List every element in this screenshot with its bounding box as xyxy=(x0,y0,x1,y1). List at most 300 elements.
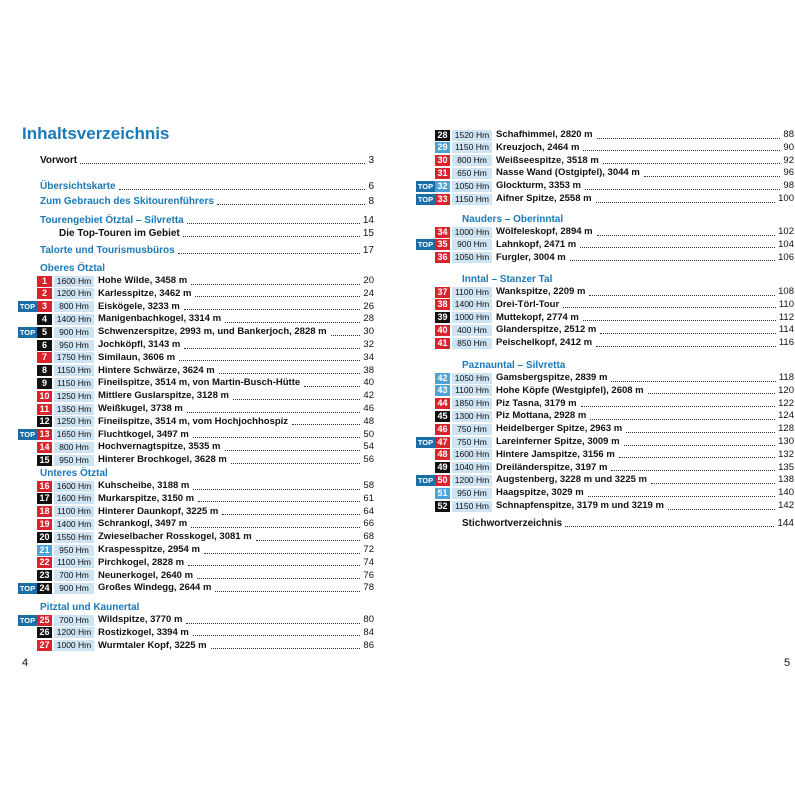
section-heading: Pitztal und Kaunertal xyxy=(40,602,140,613)
dot-leader xyxy=(585,189,780,190)
top-badge: TOP xyxy=(19,302,36,312)
elevation-gain: 1150 Hm xyxy=(54,365,94,376)
elevation-gain: 1150 Hm xyxy=(54,378,94,389)
tour-name: Hinterer Daunkopf, 3225 m xyxy=(98,505,219,517)
tour-number: 49 xyxy=(435,462,450,473)
tour-page-number: 128 xyxy=(778,423,794,435)
dot-leader xyxy=(119,189,366,190)
page-number-left: 4 xyxy=(22,657,29,669)
top-badge-placeholder xyxy=(416,449,435,460)
tour-name: Lahnkopf, 2471 m xyxy=(496,238,577,250)
tour-number: 41 xyxy=(435,338,450,349)
tour-page-number: 124 xyxy=(778,410,794,422)
toc-page-number: 15 xyxy=(362,228,374,239)
elevation-gain: 1650 Hm xyxy=(54,429,94,440)
top-badge-placeholder xyxy=(416,168,435,179)
elevation-gain: 1300 Hm xyxy=(452,411,492,422)
tour-page-number: 140 xyxy=(778,487,794,499)
tour-name: Furgler, 3004 m xyxy=(496,251,566,263)
tour-page-number: 30 xyxy=(363,326,374,338)
dot-leader xyxy=(187,223,360,224)
tour-number: 28 xyxy=(435,130,450,141)
elevation-gain: 1000 Hm xyxy=(452,227,492,238)
tour-number: 46 xyxy=(435,424,450,435)
top-badge-placeholder xyxy=(18,404,37,415)
tour-row xyxy=(18,614,374,626)
tour-name: Nasse Wand (Ostgipfel), 3044 m xyxy=(496,167,640,179)
tour-page-number: 24 xyxy=(363,287,374,299)
toc-entry-title: Talorte und Tourismusbüros xyxy=(40,245,175,256)
section-heading: Inntal – Stanzer Tal xyxy=(462,274,553,285)
elevation-gain: 950 Hm xyxy=(54,545,94,556)
tour-page-number: 78 xyxy=(363,582,374,594)
tour-row xyxy=(416,239,794,251)
tour-row xyxy=(18,570,374,582)
toc-entry xyxy=(59,227,374,240)
tour-name: Aifner Spitze, 2558 m xyxy=(496,193,592,204)
top-badge-placeholder xyxy=(416,462,435,473)
tour-page-number: 84 xyxy=(363,626,374,638)
top-badge-placeholder xyxy=(18,378,37,389)
tour-row xyxy=(416,226,794,238)
tour-number: 16 xyxy=(37,481,52,492)
tour-name: Rostizkogel, 3394 m xyxy=(98,626,189,638)
toc-entry xyxy=(40,195,374,208)
top-badge-placeholder xyxy=(18,506,37,517)
tour-number: 40 xyxy=(435,325,450,336)
tour-page-number: 138 xyxy=(778,474,794,486)
tour-name: Drei-Törl-Tour xyxy=(496,298,560,310)
top-badge-placeholder xyxy=(416,312,435,323)
top-badge-placeholder xyxy=(416,130,435,141)
tour-number: 29 xyxy=(435,142,450,153)
tour-row xyxy=(416,252,794,264)
tour-row xyxy=(18,506,374,518)
dot-leader xyxy=(225,450,361,451)
elevation-gain: 1200 Hm xyxy=(54,627,94,638)
dot-leader xyxy=(619,457,775,458)
toc-page-number: 17 xyxy=(362,245,374,256)
tour-page-number: 74 xyxy=(363,556,374,568)
elevation-gain: 1750 Hm xyxy=(54,352,94,363)
elevation-gain: 900 Hm xyxy=(452,239,492,250)
dot-leader xyxy=(231,463,361,464)
tour-page-number: 104 xyxy=(778,238,794,250)
tour-name: Weißseespitze, 3518 m xyxy=(496,154,599,166)
tour-name: Hintere Schwärze, 3624 m xyxy=(98,364,215,376)
elevation-gain: 650 Hm xyxy=(452,168,492,179)
top-badge-placeholder xyxy=(18,314,37,325)
tour-name: Piz Mottana, 2928 m xyxy=(496,410,587,422)
tour-row xyxy=(416,324,794,336)
tour-page-number: 54 xyxy=(363,441,374,453)
tour-page-number: 108 xyxy=(778,286,794,297)
tour-name: Schwenzerspitze, 2993 m, und Bankerjoch, 2828 m xyxy=(98,326,327,338)
tour-row xyxy=(416,180,794,192)
section-heading: Paznauntal – Silvretta xyxy=(462,360,566,371)
tour-page-number: 76 xyxy=(363,569,374,581)
tour-page-number: 28 xyxy=(363,313,374,325)
tour-name: Kraspesspitze, 2954 m xyxy=(98,544,200,555)
tour-number: 30 xyxy=(435,155,450,166)
dot-leader xyxy=(191,284,360,285)
tour-row xyxy=(18,557,374,569)
toc-entry-title: Vorwort xyxy=(40,155,78,166)
tour-row xyxy=(18,582,374,594)
dot-leader xyxy=(186,623,360,624)
toc-page-number: 8 xyxy=(368,196,374,207)
dot-leader xyxy=(581,406,776,407)
tour-row xyxy=(416,337,794,349)
elevation-gain: 1600 Hm xyxy=(54,276,94,287)
tour-name: Hohe Wilde, 3458 m xyxy=(98,275,188,286)
elevation-gain: 1150 Hm xyxy=(452,142,492,153)
dot-leader xyxy=(256,540,361,541)
dot-leader xyxy=(225,322,360,323)
dot-leader xyxy=(626,432,775,433)
section-heading: Oberes Ötztal xyxy=(40,263,106,274)
top-badge-placeholder xyxy=(416,398,435,409)
dot-leader xyxy=(580,247,775,248)
tour-name: Lareinferner Spitze, 3009 m xyxy=(496,436,620,447)
dot-leader xyxy=(233,399,360,400)
dot-leader xyxy=(648,393,776,394)
elevation-gain: 1000 Hm xyxy=(452,312,492,323)
tour-name: Heidelberger Spitze, 2963 m xyxy=(496,423,623,435)
tour-name: Schafhimmel, 2820 m xyxy=(496,129,593,140)
top-badge-placeholder xyxy=(18,627,37,638)
tour-name: Wankspitze, 2209 m xyxy=(496,286,586,297)
elevation-gain: 1400 Hm xyxy=(54,314,94,325)
tour-name: Hohe Köpfe (Westgipfel), 2608 m xyxy=(496,384,644,396)
elevation-gain: 1100 Hm xyxy=(54,506,94,517)
tour-row xyxy=(416,449,794,461)
elevation-gain: 1250 Hm xyxy=(54,391,94,402)
tour-name: Similaun, 3606 m xyxy=(98,351,176,363)
tour-page-number: 96 xyxy=(783,167,794,179)
dot-leader xyxy=(597,235,776,236)
top-badge-placeholder xyxy=(18,455,37,466)
top-badge-placeholder xyxy=(18,640,37,651)
tour-number: 27 xyxy=(37,640,52,651)
page-number-right: 5 xyxy=(784,657,791,669)
tour-row xyxy=(18,518,374,530)
elevation-gain: 1600 Hm xyxy=(452,449,492,460)
tour-page-number: 110 xyxy=(778,298,794,310)
tour-name: Wölfeleskopf, 2894 m xyxy=(496,226,593,237)
tour-row xyxy=(18,390,374,402)
tour-name: Piz Tasna, 3179 m xyxy=(496,397,577,409)
tour-page-number: 122 xyxy=(778,397,794,409)
dot-leader xyxy=(187,412,361,413)
tour-name: Mittlere Guslarspitze, 3128 m xyxy=(98,390,229,402)
tour-number: 20 xyxy=(37,532,52,543)
toc-page-number: 144 xyxy=(777,518,794,529)
tour-name: Zwieselbacher Rosskogel, 3081 m xyxy=(98,531,252,543)
tour-page-number: 68 xyxy=(363,531,374,543)
top-badge-placeholder xyxy=(416,411,435,422)
dot-leader xyxy=(178,253,360,254)
top-badge: TOP xyxy=(417,181,434,191)
elevation-gain: 1600 Hm xyxy=(54,493,94,504)
tour-number: 38 xyxy=(435,299,450,310)
top-badge-placeholder xyxy=(18,481,37,492)
tour-name: Pirchkogel, 2828 m xyxy=(98,556,185,568)
tour-row xyxy=(18,531,374,543)
tour-row xyxy=(18,288,374,300)
tour-page-number: 72 xyxy=(363,544,374,555)
tour-name: Dreiländerspitze, 3197 m xyxy=(496,461,608,473)
elevation-gain: 1100 Hm xyxy=(452,385,492,396)
tour-number: 52 xyxy=(435,501,450,512)
dot-leader xyxy=(331,335,361,336)
dot-leader xyxy=(179,360,360,361)
tour-number: 39 xyxy=(435,312,450,323)
elevation-gain: 1250 Hm xyxy=(54,416,94,427)
dot-leader xyxy=(193,489,360,490)
tour-name: Fineilspitze, 3514 m, vom Hochjochhospiz xyxy=(98,415,289,427)
top-badge-placeholder xyxy=(18,532,37,543)
page-title: Inhaltsverzeichnis xyxy=(22,124,170,143)
tour-number: 24 xyxy=(37,583,52,594)
top-badge: TOP xyxy=(19,583,36,593)
top-badge-placeholder xyxy=(416,287,435,298)
tour-number: 14 xyxy=(37,442,52,453)
tour-page-number: 64 xyxy=(363,505,374,517)
toc-entry-title: Stichwortverzeichnis xyxy=(462,518,563,529)
tour-number: 47 xyxy=(435,437,450,448)
dot-leader xyxy=(588,496,775,497)
tour-number: 50 xyxy=(435,475,450,486)
tour-name: Peischelkopf, 2412 m xyxy=(496,337,593,349)
tour-number: 19 xyxy=(37,519,52,530)
tour-number: 35 xyxy=(435,239,450,250)
tour-page-number: 46 xyxy=(363,403,374,414)
tour-row xyxy=(416,193,794,205)
top-badge-placeholder xyxy=(18,570,37,581)
top-badge-placeholder xyxy=(18,276,37,287)
tour-number: 43 xyxy=(435,385,450,396)
elevation-gain: 1400 Hm xyxy=(452,299,492,310)
tour-number: 17 xyxy=(37,493,52,504)
tour-number: 26 xyxy=(37,627,52,638)
elevation-gain: 400 Hm xyxy=(452,325,492,336)
top-badge-placeholder xyxy=(416,488,435,499)
dot-leader xyxy=(563,307,776,308)
dot-leader xyxy=(219,373,361,374)
tour-name: Neunerkogel, 2640 m xyxy=(98,569,194,581)
tour-page-number: 58 xyxy=(363,480,374,491)
tour-row xyxy=(18,377,374,389)
tour-number: 31 xyxy=(435,168,450,179)
dot-leader xyxy=(590,419,775,420)
tour-number: 3 xyxy=(37,301,52,312)
top-badge-placeholder xyxy=(416,385,435,396)
tour-row xyxy=(18,275,374,287)
elevation-gain: 1150 Hm xyxy=(452,194,492,205)
dot-leader xyxy=(292,424,360,425)
tour-row xyxy=(18,627,374,639)
elevation-gain: 800 Hm xyxy=(452,155,492,166)
dot-leader xyxy=(183,236,360,237)
tour-name: Manigenbachkogel, 3314 m xyxy=(98,313,222,325)
tour-page-number: 66 xyxy=(363,518,374,530)
tour-page-number: 88 xyxy=(783,129,794,140)
right-page xyxy=(398,0,795,795)
dot-leader xyxy=(304,386,360,387)
tour-name: Fluchtkogel, 3497 m xyxy=(98,428,189,440)
elevation-gain: 950 Hm xyxy=(54,455,94,466)
dot-leader xyxy=(589,295,775,296)
top-badge: TOP xyxy=(417,194,434,204)
dot-leader xyxy=(215,591,360,592)
tour-number: 10 xyxy=(37,391,52,402)
toc-page-number: 3 xyxy=(368,155,374,166)
tour-number: 23 xyxy=(37,570,52,581)
tour-row xyxy=(18,429,374,441)
top-badge: TOP xyxy=(417,240,434,250)
section-heading: Unteres Ötztal xyxy=(40,468,108,479)
top-badge-placeholder xyxy=(18,365,37,376)
elevation-gain: 1050 Hm xyxy=(452,181,492,192)
elevation-gain: 800 Hm xyxy=(54,301,94,312)
tour-name: Augstenberg, 3228 m und 3225 m xyxy=(496,474,647,486)
elevation-gain: 950 Hm xyxy=(54,340,94,351)
tour-page-number: 102 xyxy=(778,226,794,237)
dot-leader xyxy=(195,296,360,297)
left-page xyxy=(0,0,397,795)
top-badge-placeholder xyxy=(18,519,37,530)
toc-entry-title: Tourengebiet Ötztal – Silvretta xyxy=(40,215,184,226)
tour-number: 25 xyxy=(37,615,52,626)
elevation-gain: 750 Hm xyxy=(452,424,492,435)
top-badge-placeholder xyxy=(416,142,435,153)
top-badge-placeholder xyxy=(416,155,435,166)
elevation-gain: 1200 Hm xyxy=(452,475,492,486)
elevation-gain: 700 Hm xyxy=(54,570,94,581)
dot-leader xyxy=(188,565,360,566)
toc-entry xyxy=(40,154,374,167)
tour-page-number: 112 xyxy=(778,311,794,323)
tour-number: 1 xyxy=(37,276,52,287)
tour-row xyxy=(18,301,374,313)
toc-entry xyxy=(40,180,374,193)
tour-row xyxy=(18,403,374,415)
tour-name: Großes Windegg, 2644 m xyxy=(98,582,212,594)
top-badge: TOP xyxy=(417,437,434,447)
toc-page-number: 14 xyxy=(362,215,374,226)
tour-row xyxy=(416,167,794,179)
tour-page-number: 40 xyxy=(363,377,374,389)
top-badge-placeholder xyxy=(416,373,435,384)
tour-name: Kreuzjoch, 2464 m xyxy=(496,141,580,153)
tour-name: Karlesspitze, 3462 m xyxy=(98,287,192,299)
tour-row xyxy=(18,352,374,364)
tour-number: 21 xyxy=(37,545,52,556)
top-badge-placeholder xyxy=(416,299,435,310)
top-badge-placeholder xyxy=(416,424,435,435)
tour-number: 42 xyxy=(435,373,450,384)
tour-name: Jochköpfl, 3143 m xyxy=(98,339,181,350)
tour-row xyxy=(416,410,794,422)
tour-row xyxy=(18,416,374,428)
dot-leader xyxy=(184,348,360,349)
tour-number: 15 xyxy=(37,455,52,466)
top-badge: TOP xyxy=(19,615,36,625)
tour-number: 44 xyxy=(435,398,450,409)
tour-page-number: 32 xyxy=(363,339,374,350)
elevation-gain: 750 Hm xyxy=(452,437,492,448)
top-badge-placeholder xyxy=(18,416,37,427)
tour-name: Kuhscheibe, 3188 m xyxy=(98,480,190,491)
tour-page-number: 114 xyxy=(778,324,794,336)
tour-row xyxy=(18,544,374,556)
elevation-gain: 1150 Hm xyxy=(452,501,492,512)
tour-page-number: 80 xyxy=(363,614,374,625)
tour-row xyxy=(18,326,374,338)
toc-entry-title: Die Top-Touren im Gebiet xyxy=(59,228,180,239)
elevation-gain: 1050 Hm xyxy=(452,373,492,384)
tour-page-number: 120 xyxy=(778,384,794,396)
elevation-gain: 700 Hm xyxy=(54,615,94,626)
tour-number: 5 xyxy=(37,327,52,338)
tour-number: 11 xyxy=(37,404,52,415)
elevation-gain: 1040 Hm xyxy=(452,462,492,473)
dot-leader xyxy=(197,578,360,579)
toc-entry xyxy=(40,244,374,257)
tour-row xyxy=(416,487,794,499)
tour-name: Weißkugel, 3738 m xyxy=(98,403,183,414)
tour-row xyxy=(416,129,794,141)
tour-page-number: 100 xyxy=(778,193,794,204)
tour-row xyxy=(416,142,794,154)
dot-leader xyxy=(565,526,774,527)
tour-number: 51 xyxy=(435,488,450,499)
dot-leader xyxy=(191,527,360,528)
top-badge-placeholder xyxy=(18,545,37,556)
dot-leader xyxy=(596,346,776,347)
tour-name: Wildspitze, 3770 m xyxy=(98,614,183,625)
toc-page-number: 6 xyxy=(368,181,374,192)
elevation-gain: 850 Hm xyxy=(452,338,492,349)
tour-row xyxy=(416,372,794,384)
tour-page-number: 34 xyxy=(363,351,374,363)
tour-row xyxy=(416,500,794,512)
toc-entry-title: Übersichtskarte xyxy=(40,181,116,192)
tour-name: Hochvernagtspitze, 3535 m xyxy=(98,441,221,453)
elevation-gain: 1520 Hm xyxy=(452,130,492,141)
dot-leader xyxy=(217,204,366,205)
tour-number: 36 xyxy=(435,252,450,263)
dot-leader xyxy=(611,470,775,471)
tour-row xyxy=(416,155,794,167)
tour-row xyxy=(416,423,794,435)
tour-name: Schnapfenspitze, 3179 m und 3219 m xyxy=(496,500,664,511)
elevation-gain: 900 Hm xyxy=(54,583,94,594)
tour-number: 32 xyxy=(435,181,450,192)
elevation-gain: 1100 Hm xyxy=(54,557,94,568)
dot-leader xyxy=(597,138,781,139)
dot-leader xyxy=(193,437,361,438)
tour-page-number: 118 xyxy=(778,372,794,383)
tour-page-number: 42 xyxy=(363,390,374,402)
tour-number: 7 xyxy=(37,352,52,363)
tour-name: Fineilspitze, 3514 m, von Martin-Busch-Hütte xyxy=(98,377,301,389)
dot-leader xyxy=(222,514,360,515)
tour-row xyxy=(416,474,794,486)
tour-name: Wurmtaler Kopf, 3225 m xyxy=(98,639,207,651)
dot-leader xyxy=(668,509,775,510)
